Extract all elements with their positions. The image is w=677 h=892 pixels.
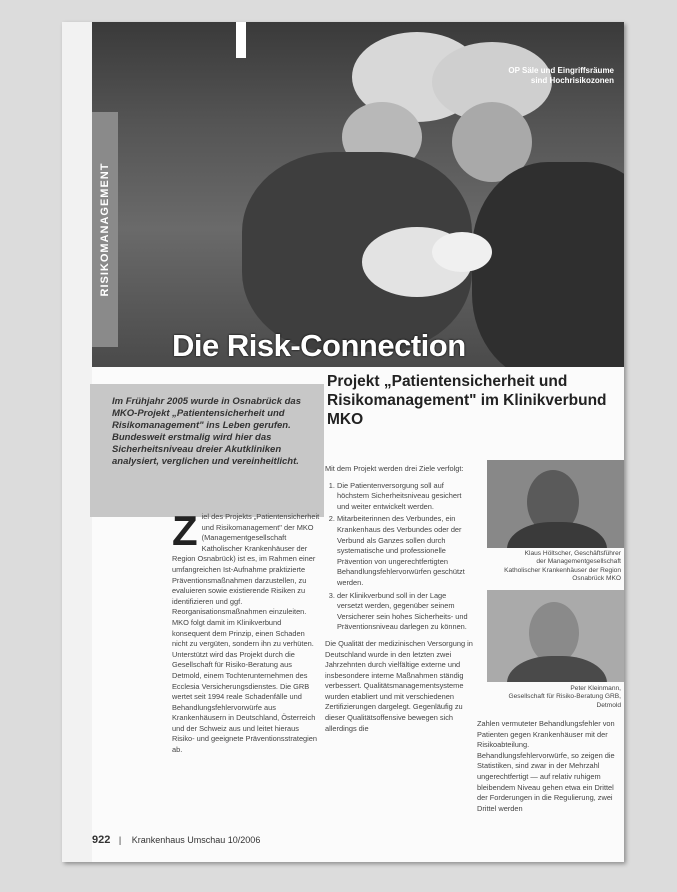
page-number: 922 (92, 834, 111, 846)
portrait-photo (487, 590, 624, 682)
portrait-photo (487, 460, 624, 548)
journal-name: Krankenhaus Umschau 10/2006 (131, 835, 261, 845)
subtitle: Projekt „Patientensicherheit und Risikomanagement" im Klinikverbund MKO (327, 373, 607, 428)
surgeon-gown (472, 162, 624, 367)
photo-caption-line: sind Hochrisikozonen (530, 76, 614, 85)
list-item: 3. der Klinikverbund soll in der Lage versetzt werden, gegenüber seinem Versicherer sein hohes Sicherheits- und Präventionsniveau darlegen zu können. (337, 591, 473, 633)
caption-line: Detmold (596, 701, 621, 709)
intro-box: Im Frühjahr 2005 wurde in Osnabrück das MKO-Projekt „Patientensicherheit und Risikomanagement" ins Leben gerufen. Bundesweit erstmalig wird hier das Sicherheitsniveau dreier Akutkliniken analysiert, verglichen und vereinheitlicht. (90, 384, 324, 517)
caption-line: Gesellschaft für Risiko-Beratung GRB, (508, 693, 621, 701)
photo-caption-line: OP Säle und Eingriffsräume (508, 66, 614, 75)
caption-line: Katholischer Krankenhäuser der Region (504, 566, 621, 574)
column-3-text: Zahlen vermuteter Behandlungsfehler von Patienten gegen Krankenhäuser mit der Risikoabteilung. Behandlungsfehlervorwürfe, so zeigen die Statistiken, sind zwar in der Mehrzahl ungerechtfertigt — auf relativ ruhigem bleibendem Niveau gehen etwa ein Drittel der Forderungen in die Regulierung, zwei Drittel werden (477, 719, 615, 813)
list-item: 2. Mitarbeiterinnen des Verbundes, ein Krankenhaus des Verbundes oder der Verbund als Ganzes sollen durch systematische und professionelle Prävention von ungerechtfertigten Behandlungsfehlervorwürfen geschützt werden. (337, 514, 473, 588)
caption-line: der Managementgesellschaft (536, 558, 621, 566)
footer-separator: | (118, 835, 122, 845)
magazine-page (62, 22, 624, 862)
portrait-head (529, 602, 579, 664)
text-column-2 (325, 464, 473, 740)
section-label: RISIKOMANAGEMENT (99, 162, 111, 297)
portrait-caption (477, 550, 621, 584)
goals-list (325, 481, 473, 633)
section-tab (92, 112, 118, 347)
portrait-shoulders (507, 522, 607, 548)
text-column-1 (172, 507, 320, 756)
caption-line: Osnabrück MKO (572, 575, 621, 583)
header-notch (236, 22, 246, 58)
page-margin (62, 22, 92, 862)
column-1-text: iel des Projekts „Patientensicherheit und Risikomanagement" der MKO (Managementgesellschaft Katholischer Krankenhäuser der Region Osnabrück) ist es, im Rahmen einer umfangreichen Ist-Aufnahme praktizierte Präventionsmaßnahmen darzustellen, zu evaluieren sowie existierende Risiken zu identifizieren und ggf. Reorganisationsmaßnahmen einzuleiten. MKO folgt damit im Klinikverbund konsequent dem Prinzip, einen Schaden nicht zu vergüten, sondern ihn zu verhüten. Unterstützt wird das Projekt durch die Gesellschaft für Risiko-Beratung aus Detmold, einem Tochterunternehmen des Ecclesia Versicherungsdienstes. Die GRB wertet seit 1994 reale Schadenfälle und Behandlungsfehlervorwürfe aus Krankenhäusern in Deutschland, Österreich und der Schweiz aus und leitet hieraus Risiko- und geeignete Präventionsstrategien ab. (172, 512, 320, 755)
drop-cap: Z (172, 507, 198, 554)
caption-line: Peter Kleinmann, (570, 685, 621, 692)
photo-caption (508, 66, 614, 86)
portrait-caption (477, 685, 621, 710)
list-item: 1. Die Patientenversorgung soll auf höchstem Sicherheitsniveau gesichert und weiter entwickelt werden. (337, 481, 473, 513)
surgery-photo (92, 22, 624, 367)
gloved-hand (432, 232, 492, 272)
portrait-shoulders (507, 656, 607, 682)
page-footer (92, 834, 260, 846)
headline: Die Risk-Connection (172, 328, 466, 363)
column-2-paragraph: Die Qualität der medizinischen Versorgung in Deutschland wurde in den letzten zwei Jahrzehnten durch vielfältige externe und insbesondere interne Maßnahmen ständig verbessert. Qualitätsmanagementsysteme wurden etabliert und mit verschiedenen Zertifizierungen dargelegt. Gegenläufig zu dieser Qualitätsoffensive bewegen sich allerdings die (325, 638, 473, 733)
caption-line: Klaus Höltscher, Geschäftsführer (524, 550, 621, 557)
column-2-intro: Mit dem Projekt werden drei Ziele verfolgt: (325, 464, 464, 473)
text-column-3 (477, 719, 622, 814)
